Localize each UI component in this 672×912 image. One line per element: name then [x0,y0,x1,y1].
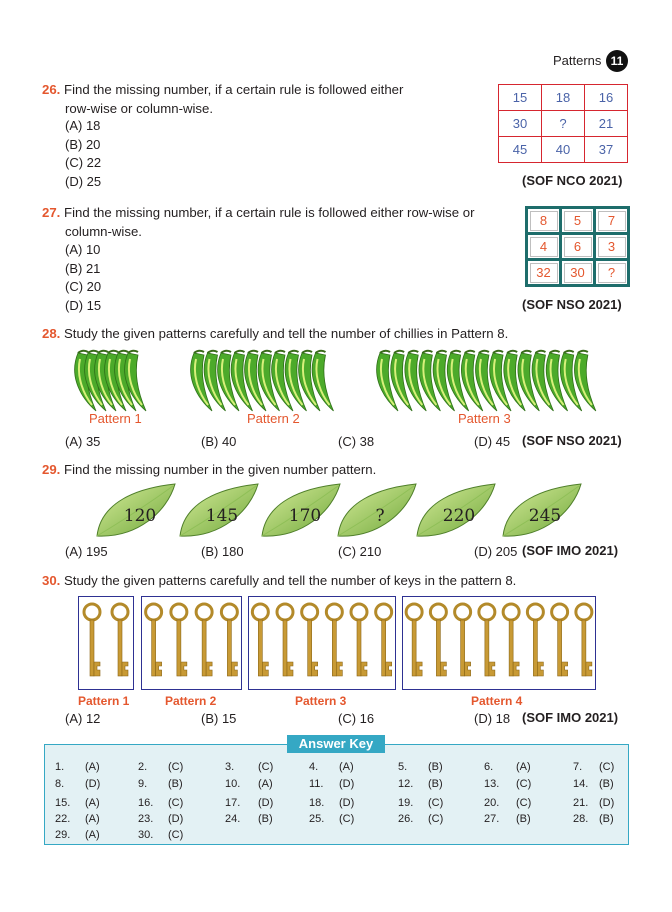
grid-cell: 30 [564,263,592,283]
pattern-label: Pattern 3 [458,411,511,426]
pattern-label: Pattern 4 [471,694,523,708]
key [479,604,495,676]
answer-key-number: 12. [398,778,414,790]
grid-cell: 16 [585,85,628,111]
answer-key-number: 5. [398,761,408,773]
key [112,604,128,676]
answer-key-answer: (D) [599,797,615,809]
answer-key-answer: (B) [168,778,183,790]
key [503,604,519,676]
answer-key-number: 17. [225,797,241,809]
leaf-number: 145 [205,506,239,526]
key [84,604,100,676]
answer-key-number: 2. [138,761,148,773]
answer-key-number: 8. [55,778,65,790]
key [326,604,342,676]
answer-key-number: 21. [573,797,589,809]
option-a: (A) 195 [65,544,108,559]
answer-key-answer: (C) [258,761,274,773]
answer-key-answer: (C) [516,797,532,809]
question-26 [42,81,462,118]
option-d: (D) 18 [474,711,511,726]
answer-key-answer: (B) [258,813,273,825]
answer-key-answer: (C) [599,761,615,773]
answer-key-number: 4. [309,761,319,773]
leaf-labels [92,482,592,540]
answer-key-answer: (A) [339,761,354,773]
grid-cell: 40 [542,137,585,163]
answer-key-grid [44,744,629,845]
option-a: (A) 35 [65,434,101,449]
leaf-number: 120 [123,506,157,526]
q28-source: (SOF NSO 2021) [522,433,622,448]
answer-key-number: 10. [225,778,241,790]
answer-key-answer: (C) [428,813,444,825]
grid-cell: 3 [598,237,626,257]
option-b: (B) 20 [65,136,101,152]
pattern-label: Pattern 2 [247,411,300,426]
answer-key-answer: (D) [339,797,355,809]
answer-key-number: 22. [55,813,71,825]
q26-source: (SOF NCO 2021) [522,173,623,188]
answer-key-number: 13. [484,778,500,790]
answer-key-answer: (A) [85,797,100,809]
key [552,604,568,676]
grid-cell: 6 [564,237,592,257]
question-text: Study the given patterns carefully and tell the number of chillies in Pattern 8. [64,326,509,341]
grid-cell: 45 [499,137,542,163]
answer-key-number: 29. [55,829,71,841]
key [527,604,543,676]
option-c: (C) 210 [338,544,382,559]
q27-source: (SOF NSO 2021) [522,297,622,312]
key [221,604,237,676]
key [196,604,212,676]
answer-key-number: 27. [484,813,500,825]
key [171,604,187,676]
key [406,604,422,676]
option-d: (D) 205 [474,544,518,559]
answer-key-number: 9. [138,778,148,790]
grid-cell: 8 [530,211,558,231]
grid-cell: 37 [585,137,628,163]
question-number: 29. [42,462,61,477]
option-d: (D) 25 [65,173,102,189]
grid-cell: 21 [585,111,628,137]
answer-key-answer: (D) [339,778,355,790]
question-text-line1: Find the missing number, if a certain rule is followed either [64,82,404,97]
q27-options [65,241,101,315]
grid-cell: 15 [499,85,542,111]
leaf-number-missing: ? [375,506,385,526]
answer-key-answer: (A) [85,813,100,825]
answer-key-answer: (C) [339,813,355,825]
answer-key-title: Answer Key [287,735,385,753]
answer-key-number: 20. [484,797,500,809]
answer-key-number: 7. [573,761,583,773]
key [351,604,367,676]
answer-key-number: 15. [55,797,71,809]
grid-cell: ? [542,111,585,137]
question-text: Find the missing number in the given number pattern. [64,462,377,477]
key [146,604,162,676]
answer-key-number: 3. [225,761,235,773]
answer-key-answer: (B) [516,813,531,825]
q26-number-grid [498,84,628,163]
option-a: (A) 18 [65,118,101,133]
question-27 [42,204,522,241]
pattern-label: Pattern 3 [295,694,347,708]
q26-options [65,117,101,191]
answer-key-number: 26. [398,813,414,825]
answer-key-number: 16. [138,797,154,809]
answer-key-number: 11. [309,778,324,790]
answer-key-number: 19. [398,797,414,809]
option-c: (C) 20 [65,279,102,294]
option-c: (C) 22 [65,155,102,170]
answer-key-answer: (C) [168,829,184,841]
answer-key-answer: (D) [168,813,184,825]
page-number-badge: 11 [606,50,628,72]
grid-cell: 18 [542,85,585,111]
key [277,604,293,676]
leaf-number: 245 [528,506,562,526]
answer-key-answer: (A) [516,761,531,773]
option-c: (C) 16 [338,711,375,726]
question-30 [42,572,516,591]
option-b: (B) 15 [201,711,237,726]
key [376,604,392,676]
answer-key-answer: (A) [85,761,100,773]
answer-key-answer: (C) [168,761,184,773]
question-text-line1: Find the missing number, if a certain rule is followed either row-wise or [64,205,475,220]
question-number: 28. [42,326,61,341]
q29-source: (SOF IMO 2021) [522,543,619,558]
keys-figure [78,596,598,690]
answer-key-answer: (B) [599,813,614,825]
q30-source: (SOF IMO 2021) [522,710,619,725]
grid-cell: 30 [499,111,542,137]
answer-key-answer: (B) [428,778,443,790]
question-text-line2: column-wise. [65,223,142,239]
question-28 [42,325,508,344]
answer-key-answer: (D) [258,797,274,809]
option-b: (B) 40 [201,434,237,449]
answer-key-answer: (D) [85,778,101,790]
key [430,604,446,676]
answer-key-number: 30. [138,829,154,841]
leaf-number: 170 [288,506,322,526]
key [252,604,268,676]
key [455,604,471,676]
answer-key-number: 25. [309,813,325,825]
answer-key-number: 23. [138,813,154,825]
answer-key-answer: (A) [258,778,273,790]
grid-cell: 5 [564,211,592,231]
key [576,604,592,676]
pattern-label: Pattern 1 [78,694,130,708]
grid-cell: ? [598,263,626,283]
chapter-title: Patterns [553,53,602,68]
answer-key-number: 24. [225,813,241,825]
answer-key-answer: (B) [428,761,443,773]
answer-key-number: 6. [484,761,494,773]
answer-key-number: 14. [573,778,589,790]
grid-cell: 32 [530,263,558,283]
option-a: (A) 10 [65,242,101,257]
option-b: (B) 180 [201,544,244,559]
answer-key-answer: (A) [85,829,100,841]
question-text: Study the given patterns carefully and tell the number of keys in the pattern 8. [64,573,517,588]
option-d: (D) 45 [474,434,511,449]
pattern-label: Pattern 2 [165,694,217,708]
answer-key-number: 28. [573,813,589,825]
grid-cell: 7 [598,211,626,231]
option-b: (B) 21 [65,260,101,276]
answer-key-number: 1. [55,761,65,773]
answer-key-answer: (C) [168,797,184,809]
grid-cell: 4 [530,237,558,257]
answer-key-answer: (C) [428,797,444,809]
question-text-line2: row-wise or column-wise. [65,100,214,116]
option-c: (C) 38 [338,434,375,449]
answer-key-answer: (B) [599,778,614,790]
question-number: 26. [42,82,61,97]
question-29 [42,461,376,480]
leaf-number: 220 [442,506,476,526]
answer-key-number: 18. [309,797,325,809]
key [302,604,318,676]
chilli-patterns-figure [72,347,632,415]
pattern-label: Pattern 1 [89,411,142,426]
option-d: (D) 15 [65,297,102,313]
answer-key-answer: (C) [516,778,532,790]
option-a: (A) 12 [65,711,101,726]
question-number: 30. [42,573,61,588]
q27-number-grid [525,206,630,287]
question-number: 27. [42,205,61,220]
